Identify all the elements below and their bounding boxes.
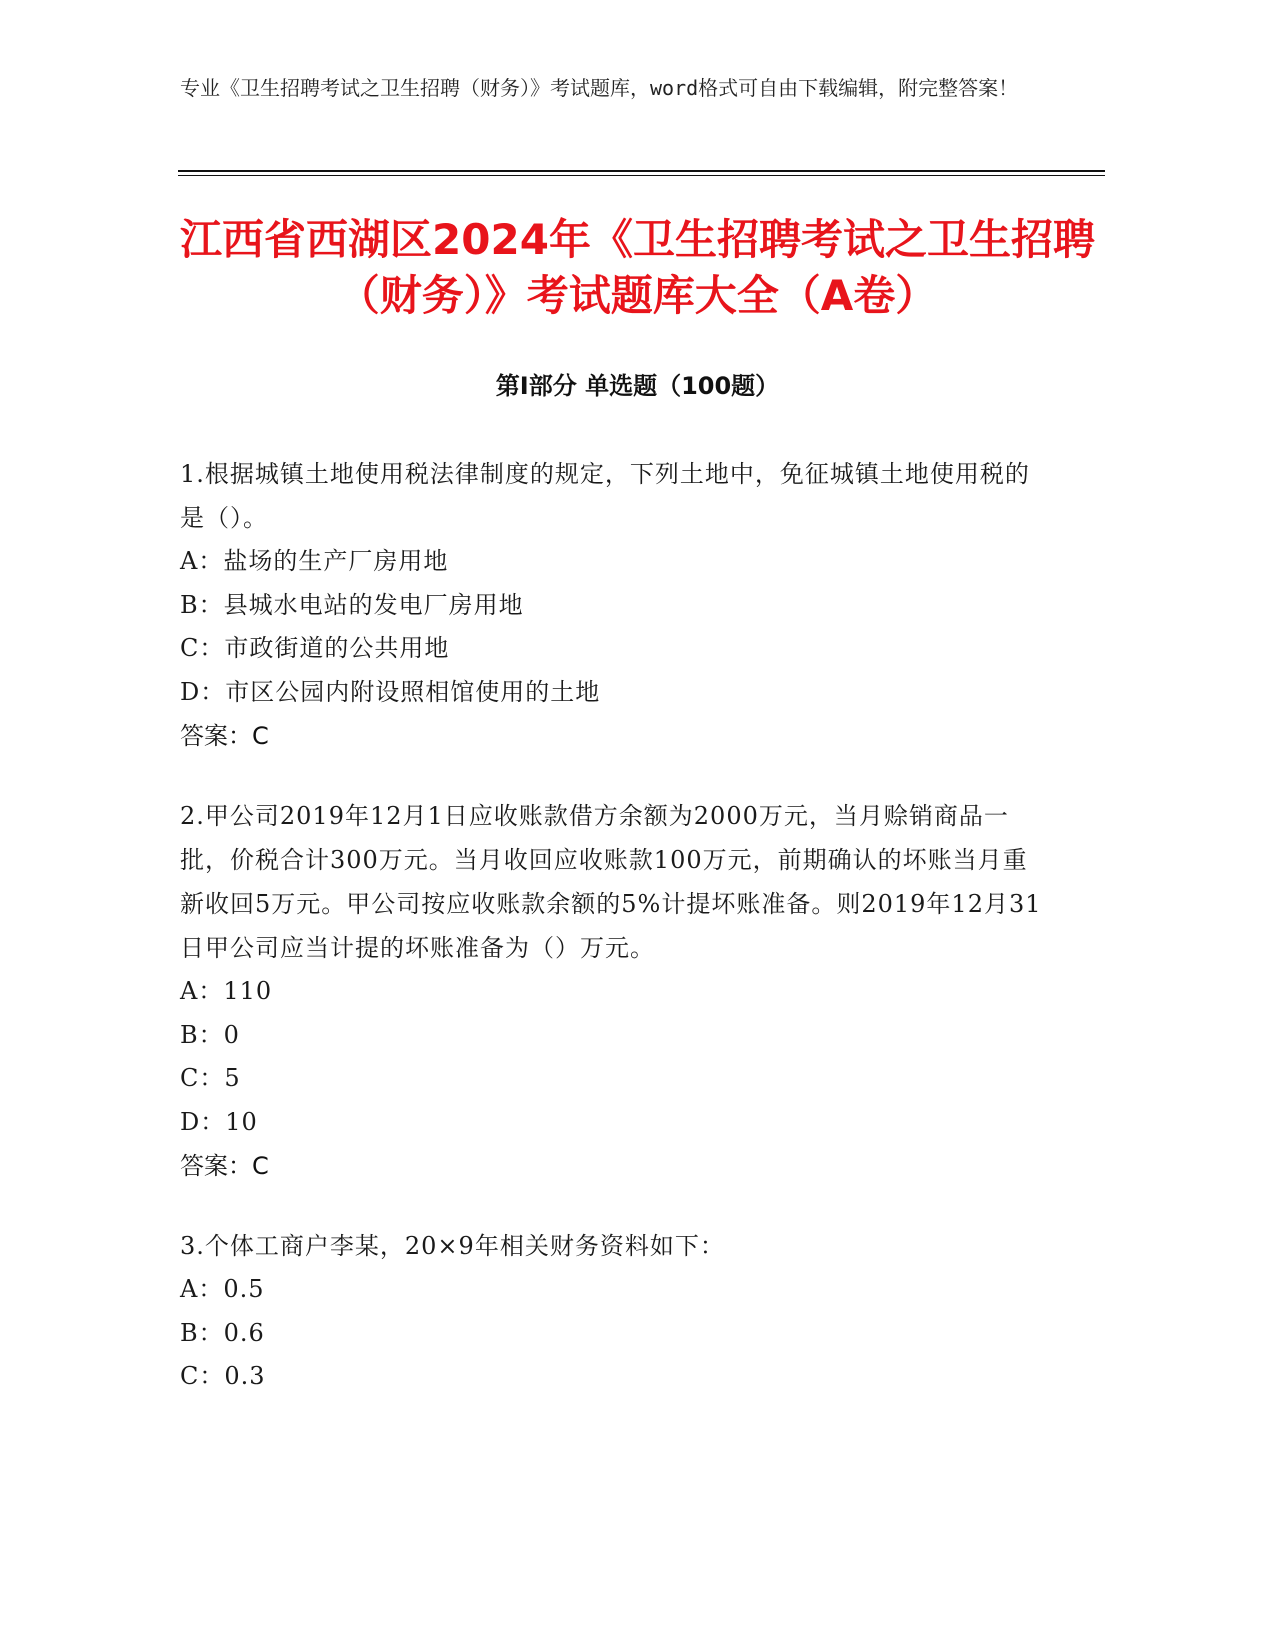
header-divider-thick [178, 170, 1105, 172]
option-c: C：0.3 [180, 1362, 266, 1390]
option-b: B：0.6 [180, 1318, 265, 1347]
question-stem: 3.个体工商户李某，20×9年相关财务资料如下： [180, 1232, 725, 1260]
option-a: A：0.5 [180, 1275, 265, 1303]
header-note: 专业《卫生招聘考试之卫生招聘（财务）》考试题库，word格式可自由下载编辑，附完整答案！ [180, 76, 1019, 100]
answer-line: 答案：C [180, 722, 269, 750]
option-a: A：盐场的生产厂房用地 [180, 547, 449, 575]
document-title: 江西省西湖区2024年《卫生招聘考试之卫生招聘（财务）》考试题库大全（A卷） [180, 215, 1095, 320]
option-c: C：5 [180, 1064, 241, 1092]
answer-line: 答案：C [180, 1152, 269, 1180]
option-d: D：市区公园内附设照相馆使用的土地 [180, 677, 601, 706]
option-a: A：110 [180, 977, 273, 1005]
question-stem: 2.甲公司2019年12月1日应收账款借方余额为2000万元，当月赊销商品一批，价税合计300万元。当月收回应收账款100万元，前期确认的坏账当月重新收回5万元。甲公司按应收账款余额的5%计提坏账准备。则2019年12月31日甲公司应当计提的坏账准备为（）万元。 [180, 802, 1042, 962]
header-divider-thin [178, 175, 1105, 176]
option-b: B：0 [180, 1020, 240, 1049]
option-d: D：10 [180, 1107, 258, 1136]
option-c: C：市政街道的公共用地 [180, 634, 450, 662]
section-heading: 第Ⅰ部分 单选题（100题） [495, 372, 780, 400]
question-list [180, 452, 1050, 1435]
option-b: B：县城水电站的发电厂房用地 [180, 590, 524, 619]
question-1 [180, 452, 1050, 758]
question-stem: 1.根据城镇土地使用税法律制度的规定，下列土地中，免征城镇土地使用税的是（）。 [180, 460, 1030, 532]
question-3 [180, 1224, 1050, 1399]
question-2 [180, 794, 1050, 1188]
